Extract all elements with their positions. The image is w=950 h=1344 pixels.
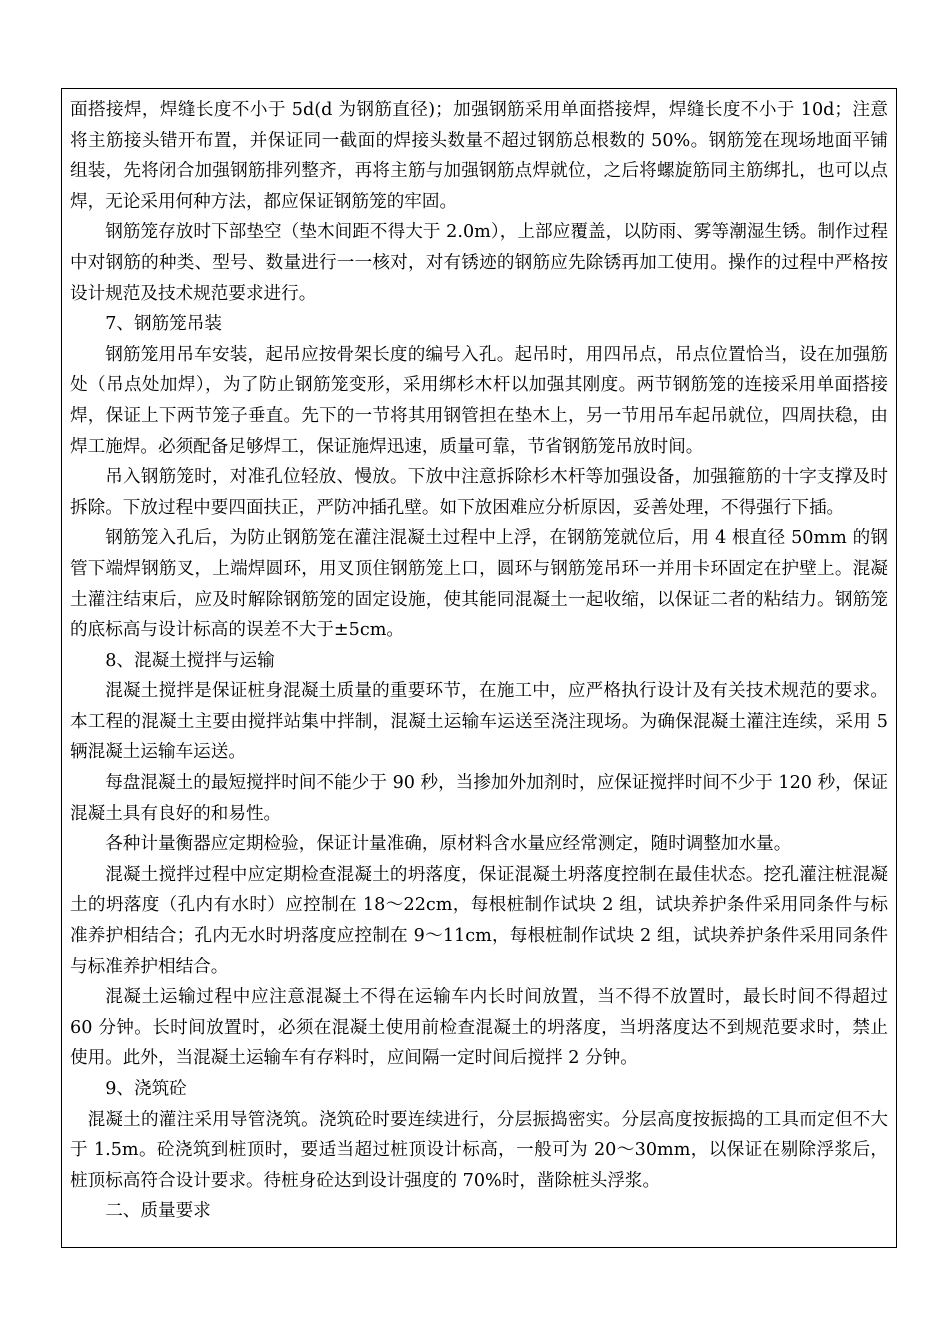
paragraph-lowering-cage: 吊入钢筋笼时，对准孔位轻放、慢放。下放中注意拆除杉木杆等加强设备，加强箍筋的十字支撑及时拆除。下放过程中要四面扶正，严防冲插孔壁。如下放困难应分析原因，妥善处理，不得强行下插。 — [70, 467, 888, 518]
paragraph-cage-fixing: 钢筋笼入孔后，为防止钢筋笼在灌注混凝土过程中上浮，在钢筋笼就位后，用 4 根直径 50mm 的钢管下端焊钢筋叉，上端焊圆环，用叉顶住钢筋笼上口，圆环与钢筋笼吊环一并用卡环固定在护壁上。混凝土灌注结束后，应及时解除钢筋笼的固定设施，使其能同混凝土一起收缩，以保证二者的粘结力。钢筋笼的底标高与设计标高的误差不大于±5cm。 — [70, 528, 888, 641]
section-heading-quality: 二、质量要求 — [105, 1201, 211, 1222]
paragraph-pouring: 混凝土的灌注采用导管浇筑。浇筑砼时要连续进行，分层振捣密实。分层高度按振捣的工具而定但不大于 1.5m。砼浇筑到桩顶时，要适当超过桩顶设计标高，一般可为 20～30mm，以保证在剔除浮浆后，桩顶标高符合设计要求。待桩身砼达到设计强度的 70%时，凿除桩头浮浆。 — [70, 1109, 888, 1191]
document-body — [62, 89, 896, 1227]
paragraph-mixing-overview: 混凝土搅拌是保证桩身混凝土质量的重要环节，在施工中，应严格执行设计及有关技术规范的要求。本工程的混凝土主要由搅拌站集中拌制，混凝土运输车运送至浇注现场。为确保混凝土灌注连续，采用 5 辆混凝土运输车运送。 — [70, 681, 888, 763]
document-table-cell — [61, 88, 897, 1248]
paragraph-transport: 混凝土运输过程中应注意混凝土不得在运输车内长时间放置，当不得不放置时，最长时间不得超过 60 分钟。长时间放置时，必须在混凝土使用前检查混凝土的坍落度，当坍落度达不到规范要求时，禁止使用。此外，当混凝土运输车有存料时，应间隔一定时间后搅拌 2 分钟。 — [70, 987, 888, 1069]
paragraph-cage-storage: 钢筋笼存放时下部垫空（垫木间距不得大于 2.0m），上部应覆盖，以防雨、雾等潮湿生锈。制作过程中对钢筋的种类、型号、数量进行一一核对，对有锈迹的钢筋应先除锈再加工使用。操作的过程中严格按设计规范及技术规范要求进行。 — [70, 222, 888, 304]
paragraph-slump-control: 混凝土搅拌过程中应定期检查混凝土的坍落度，保证混凝土坍落度控制在最佳状态。挖孔灌注桩混凝土的坍落度（孔内有水时）应控制在 18～22cm，每根桩制作试块 2 组，试块养护条件采用同条件与标准养护相结合；孔内无水时坍落度应控制在 9～11cm，每根桩制作试块 2 组，试块养护条件采用同条件与标准养护相结合。 — [70, 864, 888, 977]
section-heading-cage-hoisting: 7、钢筋笼吊装 — [105, 314, 222, 335]
section-heading-pouring: 9、浇筑砼 — [105, 1079, 187, 1099]
paragraph-mixing-time: 每盘混凝土的最短搅拌时间不能少于 90 秒，当掺加外加剂时，应保证搅拌时间不少于 120 秒，保证混凝土具有良好的和易性。 — [70, 773, 888, 824]
paragraph-metering: 各种计量衡器应定期检验，保证计量准确，原材料含水量应经常测定，随时调整加水量。 — [105, 834, 792, 855]
paragraph-rebar-welding: 面搭接焊，焊缝长度不小于 5d(d 为钢筋直径)；加强钢筋采用单面搭接焊，焊缝长度不小于 10d；注意将主筋接头错开布置，并保证同一截面的焊接头数量不超过钢筋总根数的 50%。钢筋笼在现场地面平铺组装，先将闭合加强钢筋排列整齐，再将主筋与加强钢筋点焊就位，之后将螺旋筋同主筋绑扎，也可以点焊，无论采用何种方法，都应保证钢筋笼的牢固。 — [70, 100, 888, 212]
section-heading-concrete-mixing: 8、混凝土搅拌与运输 — [105, 650, 275, 671]
paragraph-crane-installation: 钢筋笼用吊车安装，起吊应按骨架长度的编号入孔。起吊时，用四吊点，吊点位置恰当，设在加强筋处（吊点处加焊），为了防止钢筋笼变形，采用绑杉木杆以加强其刚度。两节钢筋笼的连接采用单面搭接焊，保证上下两节笼子垂直。先下的一节将其用钢管担在垫木上，另一节用吊车起吊就位，四周扶稳，由焊工施焊。必须配备足够焊工，保证施焊迅速，质量可靠，节省钢筋笼吊放时间。 — [70, 344, 888, 457]
